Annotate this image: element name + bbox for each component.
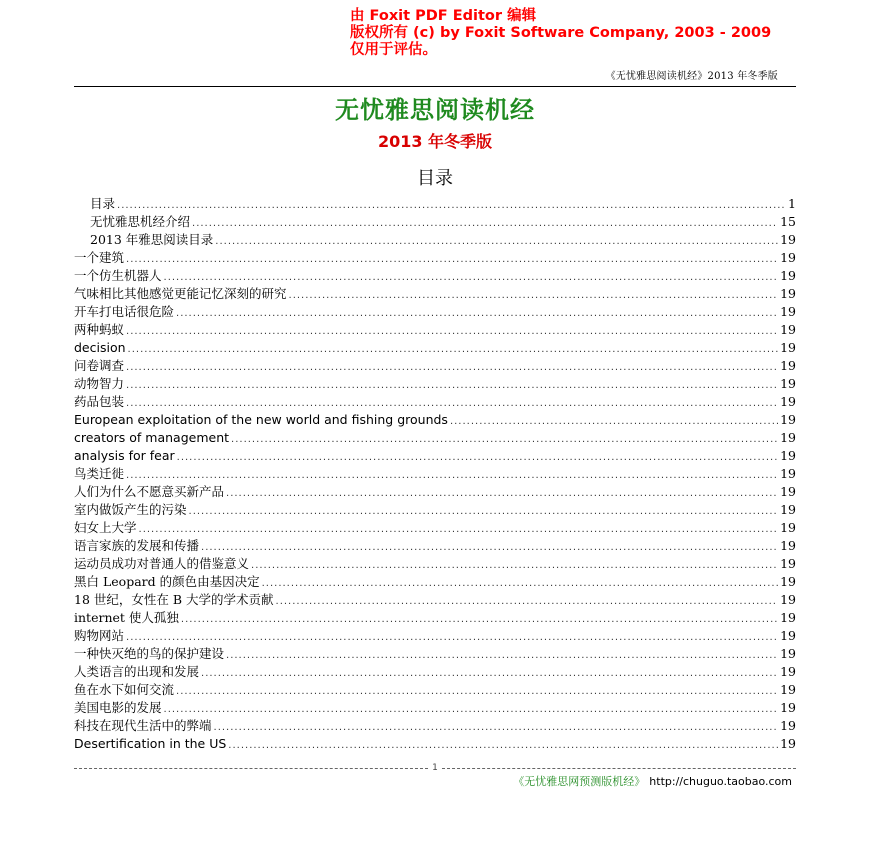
toc-entry-label: 一种快灭绝的鸟的保护建设 bbox=[74, 646, 225, 661]
toc-entry-label: 无忧雅思机经介绍 bbox=[90, 214, 191, 229]
toc-leader-dots bbox=[262, 575, 778, 593]
toc-entry-label: 目录 bbox=[90, 196, 116, 211]
toc-leader-dots bbox=[201, 539, 778, 557]
toc-leader-dots bbox=[176, 305, 778, 323]
toc-entry[interactable] bbox=[74, 195, 796, 213]
toc-entry[interactable] bbox=[74, 573, 796, 591]
toc-leader-dots bbox=[128, 341, 779, 359]
toc-entry-label: 妇女上大学 bbox=[74, 520, 137, 535]
toc-entry-page: 19 bbox=[780, 646, 796, 661]
toc-entry[interactable] bbox=[74, 267, 796, 285]
toc-entry[interactable] bbox=[74, 681, 796, 699]
toc-leader-dots bbox=[139, 521, 779, 539]
toc-entry-page: 19 bbox=[780, 430, 796, 445]
toc-entry-page: 1 bbox=[788, 196, 796, 211]
toc-leader-dots bbox=[231, 431, 778, 449]
toc-leader-dots bbox=[226, 647, 778, 665]
toc-entry-page: 19 bbox=[780, 376, 796, 391]
toc-entry[interactable] bbox=[74, 339, 796, 357]
running-header bbox=[74, 67, 796, 87]
toc-leader-dots bbox=[251, 557, 778, 575]
toc-leader-dots bbox=[226, 485, 778, 503]
toc-entry-label: 科技在现代生活中的弊端 bbox=[74, 718, 212, 733]
watermark-line-2: 版权所有 (c) by Foxit Software Company, 2003 - 2009 bbox=[350, 25, 772, 41]
toc-entry-label: creators of management bbox=[74, 430, 230, 445]
toc-entry-page: 19 bbox=[780, 412, 796, 427]
table-of-contents bbox=[74, 195, 796, 753]
toc-entry-page: 19 bbox=[780, 682, 796, 697]
toc-entry-page: 19 bbox=[780, 484, 796, 499]
toc-entry[interactable] bbox=[74, 555, 796, 573]
toc-leader-dots bbox=[117, 197, 786, 215]
toc-entry-page: 19 bbox=[780, 556, 796, 571]
footer-dash-right bbox=[442, 768, 796, 769]
toc-entry-page: 19 bbox=[780, 340, 796, 355]
toc-entry-label: 气味相比其他感觉更能记忆深刻的研究 bbox=[74, 286, 287, 301]
toc-entry-label: 动物智力 bbox=[74, 376, 125, 391]
toc-entry[interactable] bbox=[74, 735, 796, 753]
toc-heading: 目录 bbox=[417, 168, 453, 189]
toc-entry-page: 19 bbox=[780, 700, 796, 715]
toc-entry[interactable] bbox=[74, 645, 796, 663]
toc-entry[interactable] bbox=[74, 519, 796, 537]
toc-entry[interactable] bbox=[74, 537, 796, 555]
toc-entry-label: 购物网站 bbox=[74, 628, 125, 643]
toc-leader-dots bbox=[450, 413, 778, 431]
toc-entry-page: 19 bbox=[780, 286, 796, 301]
toc-leader-dots bbox=[126, 359, 778, 377]
toc-entry-label: 开车打电话很危险 bbox=[74, 304, 175, 319]
toc-entry-page: 19 bbox=[780, 502, 796, 517]
toc-leader-dots bbox=[289, 287, 779, 305]
toc-entry[interactable] bbox=[74, 483, 796, 501]
toc-entry-label: 两种蚂蚁 bbox=[74, 322, 125, 337]
toc-leader-dots bbox=[189, 503, 779, 521]
toc-entry[interactable] bbox=[74, 231, 796, 249]
toc-entry[interactable] bbox=[74, 465, 796, 483]
foxit-watermark bbox=[350, 8, 771, 59]
footer-page-number: 1 bbox=[432, 763, 438, 773]
toc-entry[interactable] bbox=[74, 357, 796, 375]
toc-entry-label: 人们为什么不愿意买新产品 bbox=[74, 484, 225, 499]
toc-entry-page: 19 bbox=[780, 574, 796, 589]
toc-entry-page: 19 bbox=[780, 538, 796, 553]
toc-entry-label: 鸟类迁徙 bbox=[74, 466, 125, 481]
toc-entry-label: 药品包装 bbox=[74, 394, 125, 409]
toc-entry[interactable] bbox=[74, 429, 796, 447]
toc-entry[interactable] bbox=[74, 213, 796, 231]
footer-credit bbox=[513, 773, 792, 789]
toc-entry-page: 19 bbox=[780, 610, 796, 625]
toc-entry-page: 19 bbox=[780, 592, 796, 607]
toc-entry-page: 19 bbox=[780, 664, 796, 679]
toc-entry-label: European exploitation of the new world and fishing grounds bbox=[74, 412, 448, 427]
toc-entry[interactable] bbox=[74, 609, 796, 627]
toc-entry[interactable] bbox=[74, 303, 796, 321]
toc-entry[interactable] bbox=[74, 285, 796, 303]
toc-leader-dots bbox=[176, 683, 778, 701]
toc-entry-label: 室内做饭产生的污染 bbox=[74, 502, 187, 517]
toc-entry[interactable] bbox=[74, 627, 796, 645]
toc-leader-dots bbox=[181, 611, 778, 629]
toc-leader-dots bbox=[215, 233, 778, 251]
document-subtitle: 2013 年冬季版 bbox=[377, 132, 493, 151]
toc-entry-page: 19 bbox=[780, 448, 796, 463]
toc-entry-page: 19 bbox=[780, 322, 796, 337]
footer-url-link[interactable]: http://chuguo.taobao.com bbox=[649, 775, 792, 788]
toc-leader-dots bbox=[126, 251, 778, 269]
toc-leader-dots bbox=[126, 323, 778, 341]
document-title: 无忧雅思阅读机经 bbox=[335, 96, 535, 124]
footer-label: 《无忧雅思网预测版机经》 bbox=[513, 775, 646, 788]
toc-entry-page: 19 bbox=[780, 268, 796, 283]
toc-leader-dots bbox=[164, 701, 779, 719]
toc-entry-label: 一个仿生机器人 bbox=[74, 268, 162, 283]
toc-entry-label: 18 世纪，女性在 B 大学的学术贡献 bbox=[74, 592, 274, 607]
toc-entry-label: 问卷调查 bbox=[74, 358, 125, 373]
toc-entry-label: 美国电影的发展 bbox=[74, 700, 162, 715]
toc-entry-page: 19 bbox=[780, 304, 796, 319]
toc-entry-page: 19 bbox=[780, 394, 796, 409]
toc-entry-label: analysis for fear bbox=[74, 448, 175, 463]
toc-entry-label: 人类语言的出现和发展 bbox=[74, 664, 200, 679]
footer-dash-left bbox=[74, 768, 428, 769]
toc-entry[interactable] bbox=[74, 321, 796, 339]
toc-leader-dots bbox=[201, 665, 778, 683]
running-header-text: 《无忧雅思阅读机经》2013 年冬季版 bbox=[605, 71, 778, 82]
toc-entry[interactable] bbox=[74, 699, 796, 717]
toc-leader-dots bbox=[228, 737, 778, 755]
toc-entry-label: 语言家族的发展和传播 bbox=[74, 538, 200, 553]
toc-entry-label: internet 使人孤独 bbox=[74, 610, 179, 625]
watermark-line-3: 仅用于评估。 bbox=[350, 42, 437, 58]
toc-entry-page: 19 bbox=[780, 736, 796, 751]
toc-leader-dots bbox=[192, 215, 778, 233]
toc-entry[interactable] bbox=[74, 501, 796, 519]
toc-entry-page: 19 bbox=[780, 250, 796, 265]
toc-entry[interactable] bbox=[74, 411, 796, 429]
toc-entry-label: Desertification in the US bbox=[74, 736, 227, 751]
toc-entry[interactable] bbox=[74, 717, 796, 735]
toc-entry-page: 19 bbox=[780, 628, 796, 643]
toc-leader-dots bbox=[177, 449, 778, 467]
toc-leader-dots bbox=[276, 593, 779, 611]
toc-entry-page: 19 bbox=[780, 466, 796, 481]
toc-entry-label: 2013 年雅思阅读目录 bbox=[90, 232, 214, 247]
toc-entry[interactable] bbox=[74, 663, 796, 681]
watermark-line-1: 由 Foxit PDF Editor 编辑 bbox=[350, 8, 537, 24]
toc-entry-label: 一个建筑 bbox=[74, 250, 125, 265]
toc-entry[interactable] bbox=[74, 375, 796, 393]
toc-entry-page: 19 bbox=[780, 718, 796, 733]
toc-entry-label: 运动员成功对普通人的借鉴意义 bbox=[74, 556, 250, 571]
toc-leader-dots bbox=[126, 377, 778, 395]
toc-entry-page: 19 bbox=[780, 232, 796, 247]
toc-entry[interactable] bbox=[74, 249, 796, 267]
toc-entry-page: 19 bbox=[780, 358, 796, 373]
toc-entry-page: 19 bbox=[780, 520, 796, 535]
footer-rule bbox=[74, 763, 796, 773]
toc-entry[interactable] bbox=[74, 591, 796, 609]
toc-entry-label: 鱼在水下如何交流 bbox=[74, 682, 175, 697]
toc-entry[interactable] bbox=[74, 393, 796, 411]
toc-entry-label: 黑白 Leopard 的颜色由基因决定 bbox=[74, 574, 260, 589]
toc-entry-page: 15 bbox=[780, 214, 796, 229]
toc-entry[interactable] bbox=[74, 447, 796, 465]
toc-leader-dots bbox=[214, 719, 779, 737]
toc-entry-label: decision bbox=[74, 340, 126, 355]
